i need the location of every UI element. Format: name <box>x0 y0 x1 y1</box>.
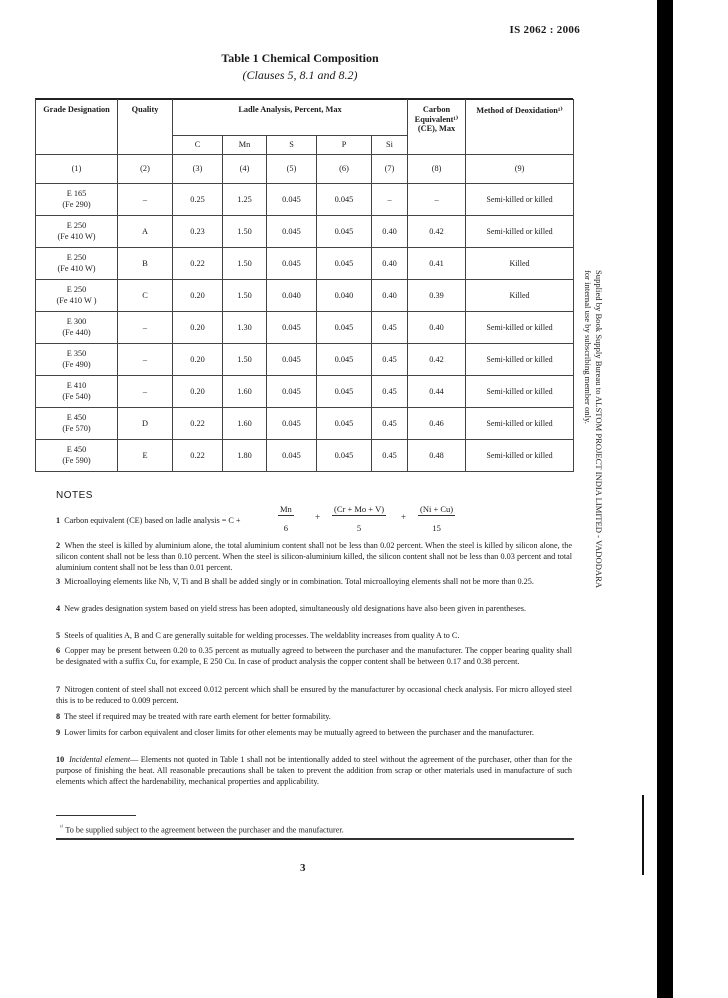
table-row <box>36 183 574 215</box>
note-9 <box>56 727 572 738</box>
fraction-numerator: (Cr + Mo + V) <box>334 504 385 514</box>
ce-cell: 0.48 <box>408 439 466 471</box>
chemical-composition-table <box>35 99 574 472</box>
table-row <box>36 343 574 375</box>
quality-cell: – <box>118 343 173 375</box>
header-p: P <box>317 135 372 154</box>
column-number: (7) <box>372 154 408 183</box>
table-row <box>36 375 574 407</box>
header-ladle-analysis: Ladle Analysis, Percent, Max <box>173 99 408 135</box>
si-cell: 0.45 <box>372 407 408 439</box>
old-designation: (Fe 570) <box>62 424 91 433</box>
note-text: Nitrogen content of steel shall not exceed 0.012 percent which shall be ensured by the manufacturer by occasional check analysis. For micro alloyed steel this is to be reduced to 0.009 percent. <box>56 685 572 706</box>
header-mn: Mn <box>223 135 267 154</box>
c-cell: 0.22 <box>173 247 223 279</box>
quality-cell: B <box>118 247 173 279</box>
method-cell: Semi-killed or killed <box>466 407 574 439</box>
grade-designation: E 410 <box>66 381 87 390</box>
mn-cell: 1.60 <box>223 407 267 439</box>
old-designation: (Fe 410 W ) <box>56 296 97 305</box>
method-cell: Semi-killed or killed <box>466 311 574 343</box>
mn-cell: 1.50 <box>223 343 267 375</box>
s-cell: 0.045 <box>267 375 317 407</box>
header-quality: Quality <box>118 99 173 154</box>
note-text: New grades designation system based on yield stress has been adopted, simultaneously old designations have also been given in parentheses. <box>64 604 526 613</box>
grade-cell <box>36 311 118 343</box>
grade-designation: E 450 <box>66 445 87 454</box>
grade-designation: E 450 <box>66 413 87 422</box>
note-number: 3 <box>56 577 61 586</box>
note-4 <box>56 603 572 614</box>
note-number: 7 <box>56 685 61 694</box>
table-row <box>36 407 574 439</box>
note-number: 9 <box>56 728 61 737</box>
ce-cell: 0.44 <box>408 375 466 407</box>
grade-cell <box>36 279 118 311</box>
ce-cell: 0.42 <box>408 215 466 247</box>
note-1 <box>56 515 572 526</box>
column-number: (1) <box>36 154 118 183</box>
c-cell: 0.20 <box>173 279 223 311</box>
old-designation: (Fe 440) <box>62 328 91 337</box>
p-cell: 0.045 <box>317 407 372 439</box>
old-designation: (Fe 410 W) <box>57 232 96 241</box>
p-cell: 0.045 <box>317 215 372 247</box>
note-number: 4 <box>56 604 61 613</box>
s-cell: 0.045 <box>267 311 317 343</box>
grade-designation: E 300 <box>66 317 87 326</box>
table-row <box>36 439 574 471</box>
note-number: 6 <box>56 646 61 655</box>
s-cell: 0.045 <box>267 215 317 247</box>
si-cell: 0.45 <box>372 311 408 343</box>
note-text: Lower limits for carbon equivalent and closer limits for other elements may be mutually agreed to between the purchaser and the manufacturer. <box>64 728 534 737</box>
method-cell: Killed <box>466 279 574 311</box>
ce-cell: 0.46 <box>408 407 466 439</box>
footnote-marker: ¹⁾ <box>60 825 64 831</box>
c-cell: 0.20 <box>173 375 223 407</box>
column-number: (8) <box>408 154 466 183</box>
quality-cell: – <box>118 375 173 407</box>
formula-fraction-mn <box>278 504 294 533</box>
note-text: — Elements not quoted in Table 1 shall not be intentionally added to steel without the agreement of the purchaser, other than for the purpose of finishing the heat. All reasonable precautions shall be taken to prevent the addition from scrap or other materials used in manufacture of such elements which affect the hardenability, mechanical properties and applicability. <box>56 755 573 787</box>
grade-cell <box>36 247 118 279</box>
grade-cell <box>36 439 118 471</box>
fraction-numerator: Mn <box>280 504 292 514</box>
si-cell: 0.40 <box>372 215 408 247</box>
note-number: 2 <box>56 541 61 550</box>
grade-cell <box>36 407 118 439</box>
note-number: 5 <box>56 631 61 640</box>
note-text: The steel if required may be treated with rare earth element for better formability. <box>64 712 331 721</box>
column-number: (2) <box>118 154 173 183</box>
grade-designation: E 250 <box>66 221 87 230</box>
grade-designation: E 165 <box>66 189 87 198</box>
plus-sign: + <box>401 512 407 522</box>
note-number: 10 <box>56 755 65 764</box>
mn-cell: 1.30 <box>223 311 267 343</box>
s-cell: 0.045 <box>267 407 317 439</box>
clauses-and: and <box>317 68 336 82</box>
method-cell: Semi-killed or killed <box>466 375 574 407</box>
si-cell: 0.45 <box>372 375 408 407</box>
si-cell: 0.45 <box>372 439 408 471</box>
table-clauses <box>100 68 500 83</box>
ce-cell: – <box>408 183 466 215</box>
page-number: 3 <box>300 862 306 874</box>
column-number: (9) <box>466 154 574 183</box>
scan-edge-bar <box>657 0 673 998</box>
s-cell: 0.045 <box>267 247 317 279</box>
bottom-rule <box>56 838 574 840</box>
column-number: (6) <box>317 154 372 183</box>
p-cell: 0.045 <box>317 247 372 279</box>
header-c: C <box>173 135 223 154</box>
notes-heading: NOTES <box>56 490 93 501</box>
side-stamp <box>578 270 610 630</box>
note-text: Copper may be present between 0.20 to 0.35 percent as mutually agreed to between the purchaser and the manufacturer. The copper bearing quality shall be designated with a suffix Cu, for example, E 250 Cu. In case of product analysis the copper content shall be between 0.17 and 0.38 percent. <box>56 646 572 667</box>
fraction-numerator: (Ni + Cu) <box>420 504 454 514</box>
ce-cell: 0.42 <box>408 343 466 375</box>
mn-cell: 1.60 <box>223 375 267 407</box>
quality-cell: – <box>118 311 173 343</box>
grade-designation: E 250 <box>66 253 87 262</box>
side-stamp-line-1: Supplied by Book Supply Bureau to ALSTOM PROJECT INDIA LIMITED - VADODARA <box>594 270 604 589</box>
quality-cell: D <box>118 407 173 439</box>
c-cell: 0.23 <box>173 215 223 247</box>
note-10-lead: Incidental element <box>69 755 131 764</box>
old-designation: (Fe 410 W) <box>57 264 96 273</box>
note-2 <box>56 540 572 574</box>
quality-cell: C <box>118 279 173 311</box>
p-cell: 0.045 <box>317 375 372 407</box>
header-carbon-equivalent: Carbon Equivalent¹⁾ (CE), Max <box>408 99 466 154</box>
old-designation: (Fe 540) <box>62 392 91 401</box>
fraction-denominator: 6 <box>283 523 289 533</box>
note-6 <box>56 645 572 667</box>
p-cell: 0.040 <box>317 279 372 311</box>
footnote-text: To be supplied subject to the agreement between the purchaser and the manufacturer. <box>65 825 344 835</box>
table-row <box>36 215 574 247</box>
si-cell: 0.40 <box>372 247 408 279</box>
grade-cell <box>36 343 118 375</box>
note-text: When the steel is killed by aluminium alone, the total aluminium content shall not be less than 0.02 percent. When the steel is killed by silicon alone, the silicon content shall not be less than 0.10 percent. When the steel is silicon-aluminium killed, the silicon content shall not be less than 0.03 percent and total aluminium content shall not be less than 0.01 percent. <box>56 541 573 573</box>
si-cell: 0.45 <box>372 343 408 375</box>
grade-cell <box>36 375 118 407</box>
c-cell: 0.20 <box>173 311 223 343</box>
table-title: Table 1 Chemical Composition <box>221 51 379 65</box>
s-cell: 0.045 <box>267 183 317 215</box>
footnote <box>60 824 344 835</box>
quality-cell: – <box>118 183 173 215</box>
note-3 <box>56 576 572 587</box>
standard-code: IS 2062 : 2006 <box>509 24 580 36</box>
grade-cell <box>36 183 118 215</box>
old-designation: (Fe 290) <box>62 200 91 209</box>
footnote-rule <box>56 815 136 816</box>
header-grade: Grade Designation <box>36 99 118 154</box>
note-5 <box>56 630 572 641</box>
s-cell: 0.045 <box>267 343 317 375</box>
c-cell: 0.22 <box>173 439 223 471</box>
method-cell: Semi-killed or killed <box>466 183 574 215</box>
method-cell: Killed <box>466 247 574 279</box>
fraction-denominator: 15 <box>432 523 441 533</box>
table-row <box>36 311 574 343</box>
note-1-text: Carbon equivalent (CE) based on ladle analysis = C + <box>64 516 241 525</box>
p-cell: 0.045 <box>317 439 372 471</box>
note-number: 1 <box>56 516 61 525</box>
s-cell: 0.040 <box>267 279 317 311</box>
s-cell: 0.045 <box>267 439 317 471</box>
grade-cell <box>36 215 118 247</box>
method-cell: Semi-killed or killed <box>466 215 574 247</box>
plus-sign: + <box>315 512 321 522</box>
p-cell: 0.045 <box>317 311 372 343</box>
note-10 <box>56 754 572 788</box>
clauses-suffix: 8.2) <box>335 68 358 82</box>
mn-cell: 1.25 <box>223 183 267 215</box>
mn-cell: 1.50 <box>223 215 267 247</box>
note-text: Microalloying elements like Nb, V, Ti and B shall be added singly or in combination. Total microalloying elements shall not be more than 0.25. <box>64 577 534 586</box>
side-stamp-line-2: for internal use by subscribing member only. <box>583 270 594 424</box>
header-si: Si <box>372 135 408 154</box>
method-cell: Semi-killed or killed <box>466 343 574 375</box>
ce-cell: 0.41 <box>408 247 466 279</box>
si-cell: – <box>372 183 408 215</box>
margin-mark <box>642 795 644 875</box>
column-number: (5) <box>267 154 317 183</box>
old-designation: (Fe 490) <box>62 360 91 369</box>
mn-cell: 1.80 <box>223 439 267 471</box>
quality-cell: A <box>118 215 173 247</box>
fraction-denominator: 5 <box>356 523 362 533</box>
note-text: Steels of qualities A, B and C are generally suitable for welding processes. The weldablity increases from quality A to C. <box>64 631 460 640</box>
note-number: 8 <box>56 712 61 721</box>
p-cell: 0.045 <box>317 183 372 215</box>
si-cell: 0.40 <box>372 279 408 311</box>
formula-fraction-ni-cu <box>418 504 455 533</box>
method-cell: Semi-killed or killed <box>466 439 574 471</box>
p-cell: 0.045 <box>317 343 372 375</box>
clauses-prefix: (Clauses 5, 8.1 <box>242 68 318 82</box>
mn-cell: 1.50 <box>223 279 267 311</box>
column-number-row <box>36 154 574 183</box>
note-7 <box>56 684 572 706</box>
c-cell: 0.25 <box>173 183 223 215</box>
ce-cell: 0.39 <box>408 279 466 311</box>
grade-designation: E 250 <box>66 285 87 294</box>
note-8 <box>56 711 572 722</box>
old-designation: (Fe 590) <box>62 456 91 465</box>
c-cell: 0.22 <box>173 407 223 439</box>
mn-cell: 1.50 <box>223 247 267 279</box>
c-cell: 0.20 <box>173 343 223 375</box>
header-deoxidation: Method of Deoxidation¹⁾ <box>466 99 574 154</box>
column-number: (4) <box>223 154 267 183</box>
grade-designation: E 350 <box>66 349 87 358</box>
ce-cell: 0.40 <box>408 311 466 343</box>
table-row <box>36 247 574 279</box>
column-number: (3) <box>173 154 223 183</box>
header-s: S <box>267 135 317 154</box>
quality-cell: E <box>118 439 173 471</box>
table-row <box>36 279 574 311</box>
formula-fraction-cr-mo-v <box>332 504 386 533</box>
